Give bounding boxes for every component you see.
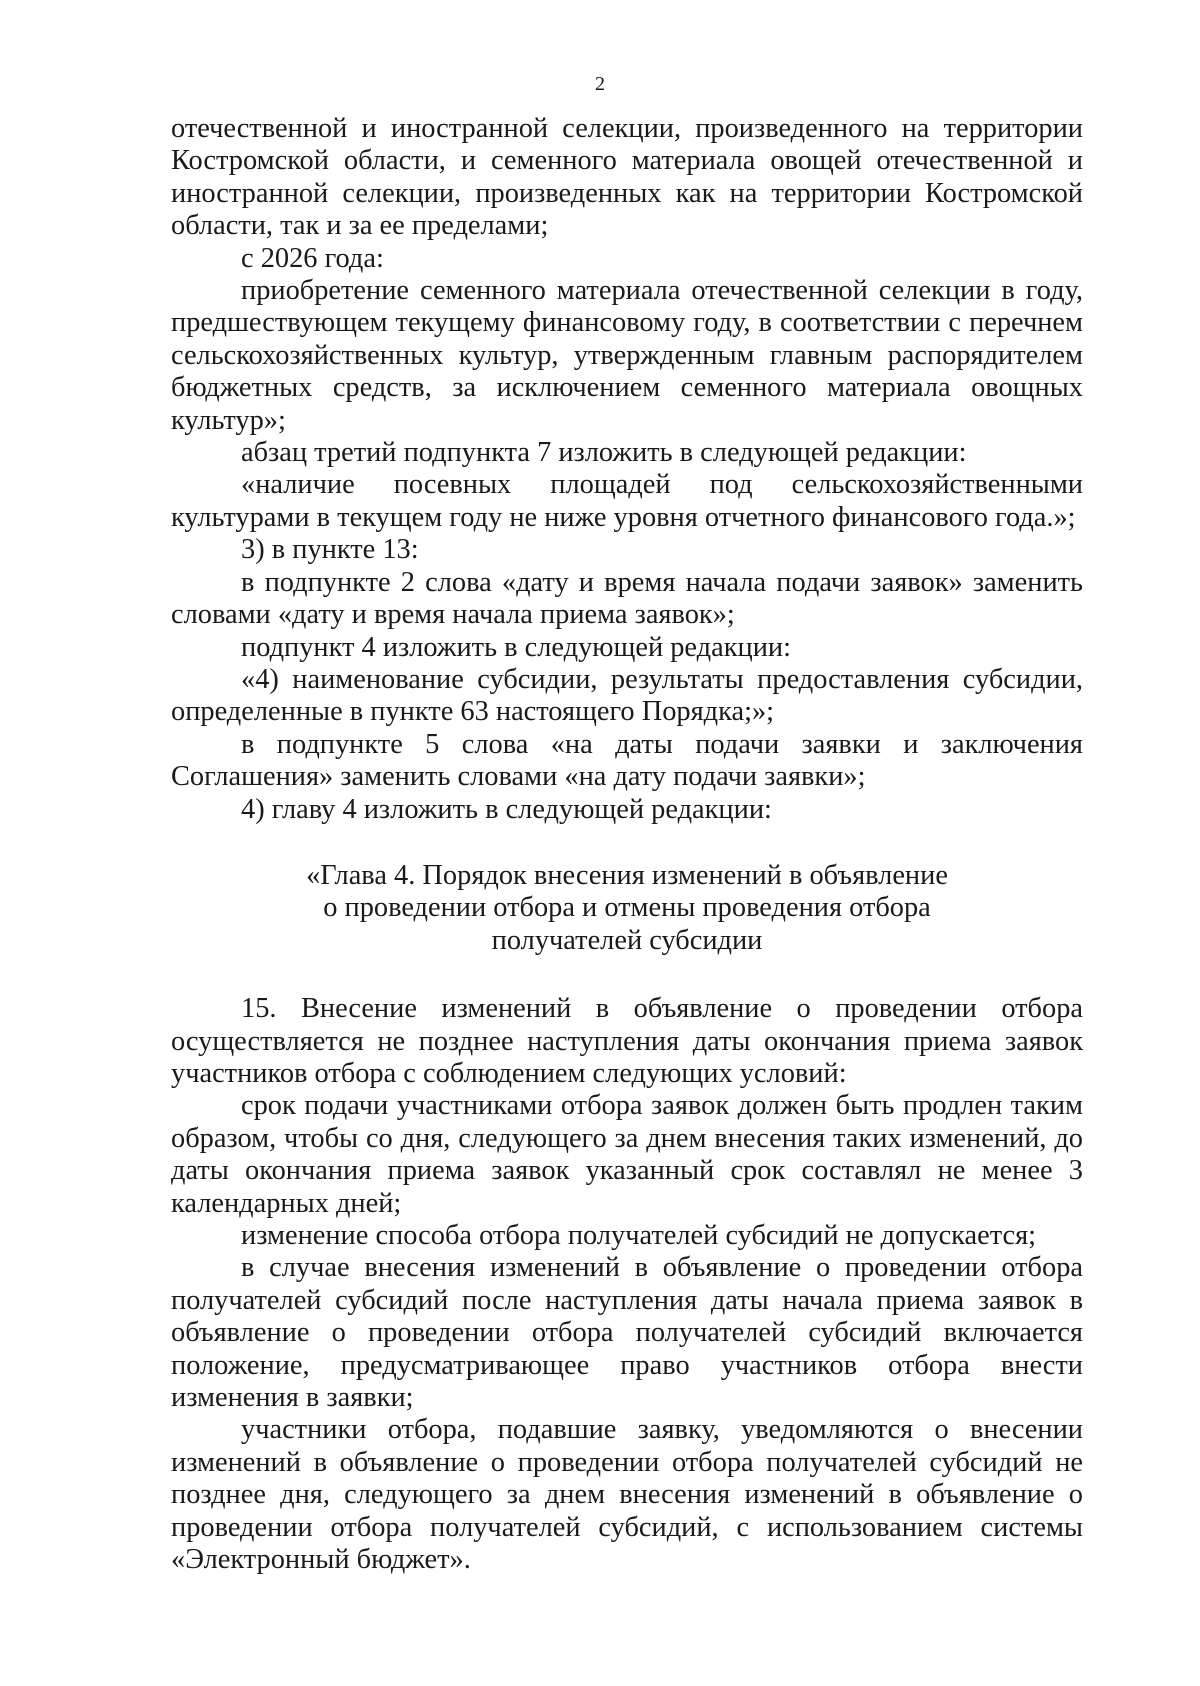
paragraph: с 2026 года: bbox=[241, 242, 384, 274]
chapter-heading-line: «Глава 4. Порядок внесения изменений в объявление bbox=[306, 859, 948, 891]
chapter-heading bbox=[171, 860, 1083, 957]
paragraph: «4) наименование субсидии, результаты предоставления субсидии, определенные в пункте 63 настоящего Порядка;»; bbox=[171, 663, 1083, 728]
paragraph: в подпункте 5 слова «на даты подачи заявки и заключения Соглашения» заменить словами «на дату подачи заявки»; bbox=[171, 728, 1083, 793]
paragraph: абзац третий подпункта 7 изложить в следующей редакции: bbox=[241, 437, 967, 469]
paragraph: изменение способа отбора получателей субсидий не допускается; bbox=[241, 1220, 1037, 1251]
paragraph: отечественной и иностранной селекции, произведенного на территории Костромской области, и семенного материала овощей отечественной и иностранной селекции, произведенных как на территории Костромской области, так и за ее пределами; bbox=[171, 113, 1083, 242]
paragraph: 4) главу 4 изложить в следующей редакции: bbox=[241, 793, 772, 825]
paragraph: 3) в пункте 13: bbox=[241, 534, 419, 566]
paragraph: участники отбора, подавшие заявку, уведомляются о внесении изменений в объявление о проведении отбора получателей субсидий не позднее дня, следующего за днем внесения изменений в объявление о проведении отбора получателей субсидий, с использованием системы «Электронный бюджет». bbox=[171, 1414, 1083, 1576]
paragraph: срок подачи участниками отбора заявок должен быть продлен таким образом, чтобы со дня, следующего за днем внесения таких изменений, до даты окончания приема заявок указанный срок составлял не менее 3 календарных дней; bbox=[171, 1090, 1083, 1219]
chapter-heading-line: получателей субсидии bbox=[491, 924, 763, 956]
paragraph: подпункт 4 изложить в следующей редакции: bbox=[241, 631, 791, 663]
paragraph: приобретение семенного материала отечественной селекции в году, предшествующем текущему финансовому году, в соответствии с перечнем сельскохозяйственных культур, утвержденным главным распорядителем бюджетных средств, за исключением семенного материала овощных культур»; bbox=[171, 275, 1083, 436]
page-number: 2 bbox=[595, 73, 605, 95]
paragraph: в случае внесения изменений в объявление о проведении отбора получателей субсидий после наступления даты начала приема заявок в объявление о проведении отбора получателей субсидий включается положение, предусматривающее право участников отбора внести изменения в заявки; bbox=[171, 1252, 1083, 1414]
document-body bbox=[171, 113, 1083, 1576]
chapter-heading-line: о проведении отбора и отмены проведения отбора bbox=[323, 892, 931, 924]
paragraph: 15. Внесение изменений в объявление о проведении отбора осуществляется не позднее наступления даты окончания приема заявок участников отбора с соблюдением следующих условий: bbox=[171, 993, 1083, 1089]
paragraph: «наличие посевных площадей под сельскохозяйственными культурами в текущем году не ниже уровня отчетного финансового года.»; bbox=[171, 469, 1083, 533]
paragraph: в подпункте 2 слова «дату и время начала подачи заявок» заменить словами «дату и время начала приема заявок»; bbox=[171, 566, 1083, 631]
